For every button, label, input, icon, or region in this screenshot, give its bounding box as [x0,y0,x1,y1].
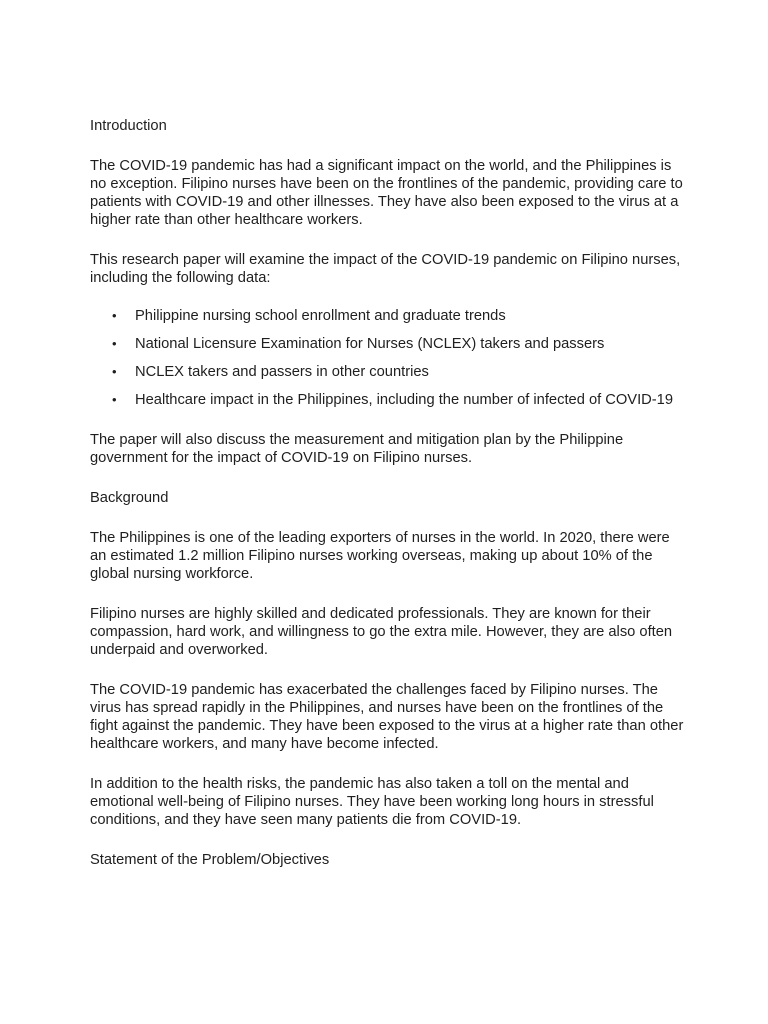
data-bullet-list [90,307,690,409]
section-heading-problem: Statement of the Problem/Objectives [90,852,330,868]
bullet-item [90,363,675,381]
background-paragraph-1: The Philippines is one of the leading exporters of nurses in the world. In 2020, there were an estimated 1.2 million Filipino nurses working overseas, making up about 10% of the global nursing workforce. [90,530,670,582]
bullet-item [90,307,675,325]
bullet-text: National Licensure Examination for Nurses (NCLEX) takers and passers [135,336,605,352]
document-page [90,117,690,891]
bullet-icon: • [112,392,117,407]
bullet-item [90,391,675,409]
bullet-text: NCLEX takers and passers in other countries [135,364,429,380]
bullet-icon: • [112,336,117,351]
background-paragraph-3: The COVID-19 pandemic has exacerbated the challenges faced by Filipino nurses. The virus has spread rapidly in the Philippines, and nurses have been on the frontlines of the fight against the pandemic. They have been exposed to the virus at a higher rate than other healthcare workers, and many have become infected. [90,682,684,752]
background-paragraph-4: In addition to the health risks, the pandemic has also taken a toll on the mental and emotional well-being of Filipino nurses. They have been working long hours in stressful conditions, and they have seen many patients die from COVID-19. [90,776,654,828]
bullet-text: Philippine nursing school enrollment and graduate trends [135,308,506,324]
intro-paragraph-2: This research paper will examine the impact of the COVID-19 pandemic on Filipino nurses, including the following data: [90,252,681,286]
bullet-icon: • [112,364,117,379]
intro-paragraph-3: The paper will also discuss the measurement and mitigation plan by the Philippine government for the impact of COVID-19 on Filipino nurses. [90,432,624,466]
bullet-text: Healthcare impact in the Philippines, including the number of infected of COVID-19 [135,392,674,408]
bullet-item [90,335,675,353]
bullet-icon: • [112,308,117,323]
background-paragraph-2: Filipino nurses are highly skilled and dedicated professionals. They are known for their compassion, hard work, and willingness to go the extra mile. However, they are also often underpaid and overworked. [90,606,673,658]
section-heading-background: Background [90,490,169,506]
intro-paragraph-1: The COVID-19 pandemic has had a significant impact on the world, and the Philippines is no exception. Filipino nurses have been on the frontlines of the pandemic, providing care to patients with COVID-19 and other illnesses. They have also been exposed to the virus at a higher rate than other healthcare workers. [90,158,683,228]
section-heading-introduction: Introduction [90,118,167,134]
